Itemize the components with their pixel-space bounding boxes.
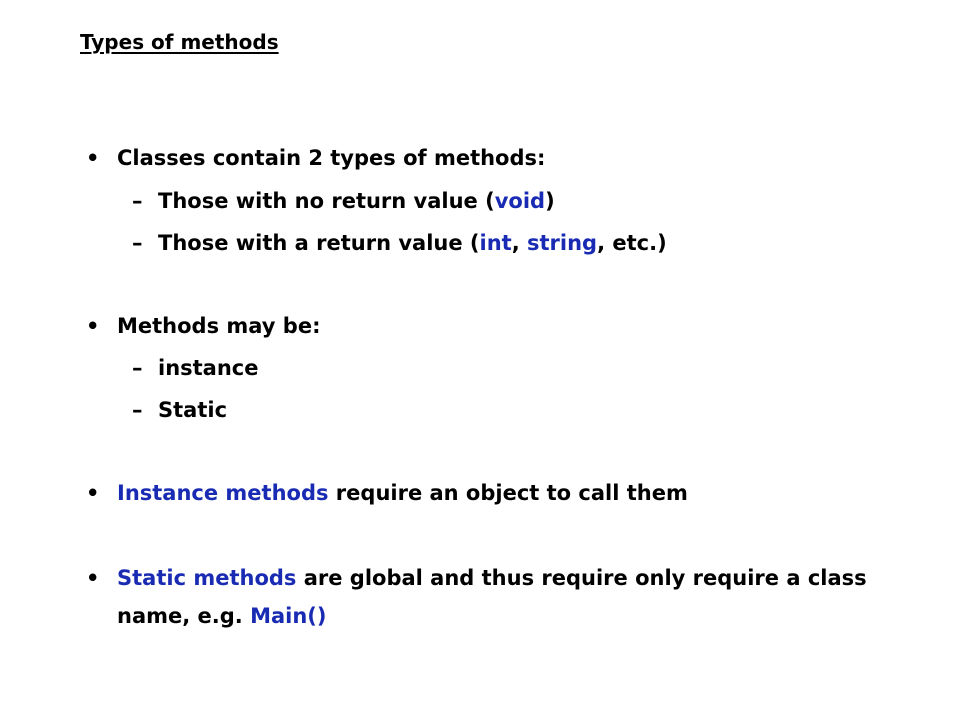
bullet-text: Classes contain 2 types of methods: bbox=[117, 146, 546, 170]
sub-item-text: instance bbox=[158, 356, 259, 380]
sub-item-text-end: , etc.) bbox=[597, 231, 667, 255]
bullet-text: require an object to call them bbox=[328, 481, 688, 505]
bullet-text: Methods may be: bbox=[117, 314, 321, 338]
dash-icon: – bbox=[132, 231, 143, 255]
bullet-icon: • bbox=[86, 314, 100, 338]
keyword-main: Main() bbox=[250, 604, 327, 628]
bullet-classes-contain bbox=[117, 145, 545, 171]
keyword-int: int bbox=[479, 231, 512, 255]
dash-icon: – bbox=[132, 189, 143, 213]
bullet-icon: • bbox=[86, 481, 100, 505]
keyword-string: string bbox=[527, 231, 598, 255]
bullet-icon: • bbox=[86, 566, 100, 590]
sub-item-static bbox=[158, 397, 227, 423]
sub-item-with-return bbox=[158, 230, 667, 256]
sub-item-text: Those with no return value ( bbox=[158, 189, 495, 213]
sub-item-no-return bbox=[158, 188, 555, 214]
sub-item-text: Those with a return value ( bbox=[158, 231, 480, 255]
bullet-text: name, e.g. bbox=[117, 604, 251, 628]
sub-item-text: Static bbox=[158, 398, 228, 422]
keyword-instance-methods: Instance methods bbox=[117, 481, 329, 505]
bullet-text: are global and thus require only require a class bbox=[296, 566, 867, 590]
keyword-void: void bbox=[494, 189, 546, 213]
keyword-static-methods: Static methods bbox=[117, 566, 297, 590]
bullet-methods-may-be bbox=[117, 313, 320, 339]
sub-item-instance bbox=[158, 355, 259, 381]
bullet-icon: • bbox=[86, 146, 100, 170]
bullet-static-methods bbox=[117, 565, 867, 591]
dash-icon: – bbox=[132, 356, 143, 380]
dash-icon: – bbox=[132, 398, 143, 422]
slide-title: Types of methods bbox=[80, 30, 279, 54]
sub-item-text-end: ) bbox=[545, 189, 555, 213]
bullet-static-methods-continued bbox=[117, 603, 327, 629]
bullet-instance-methods bbox=[117, 480, 688, 506]
sub-item-separator: , bbox=[511, 231, 527, 255]
